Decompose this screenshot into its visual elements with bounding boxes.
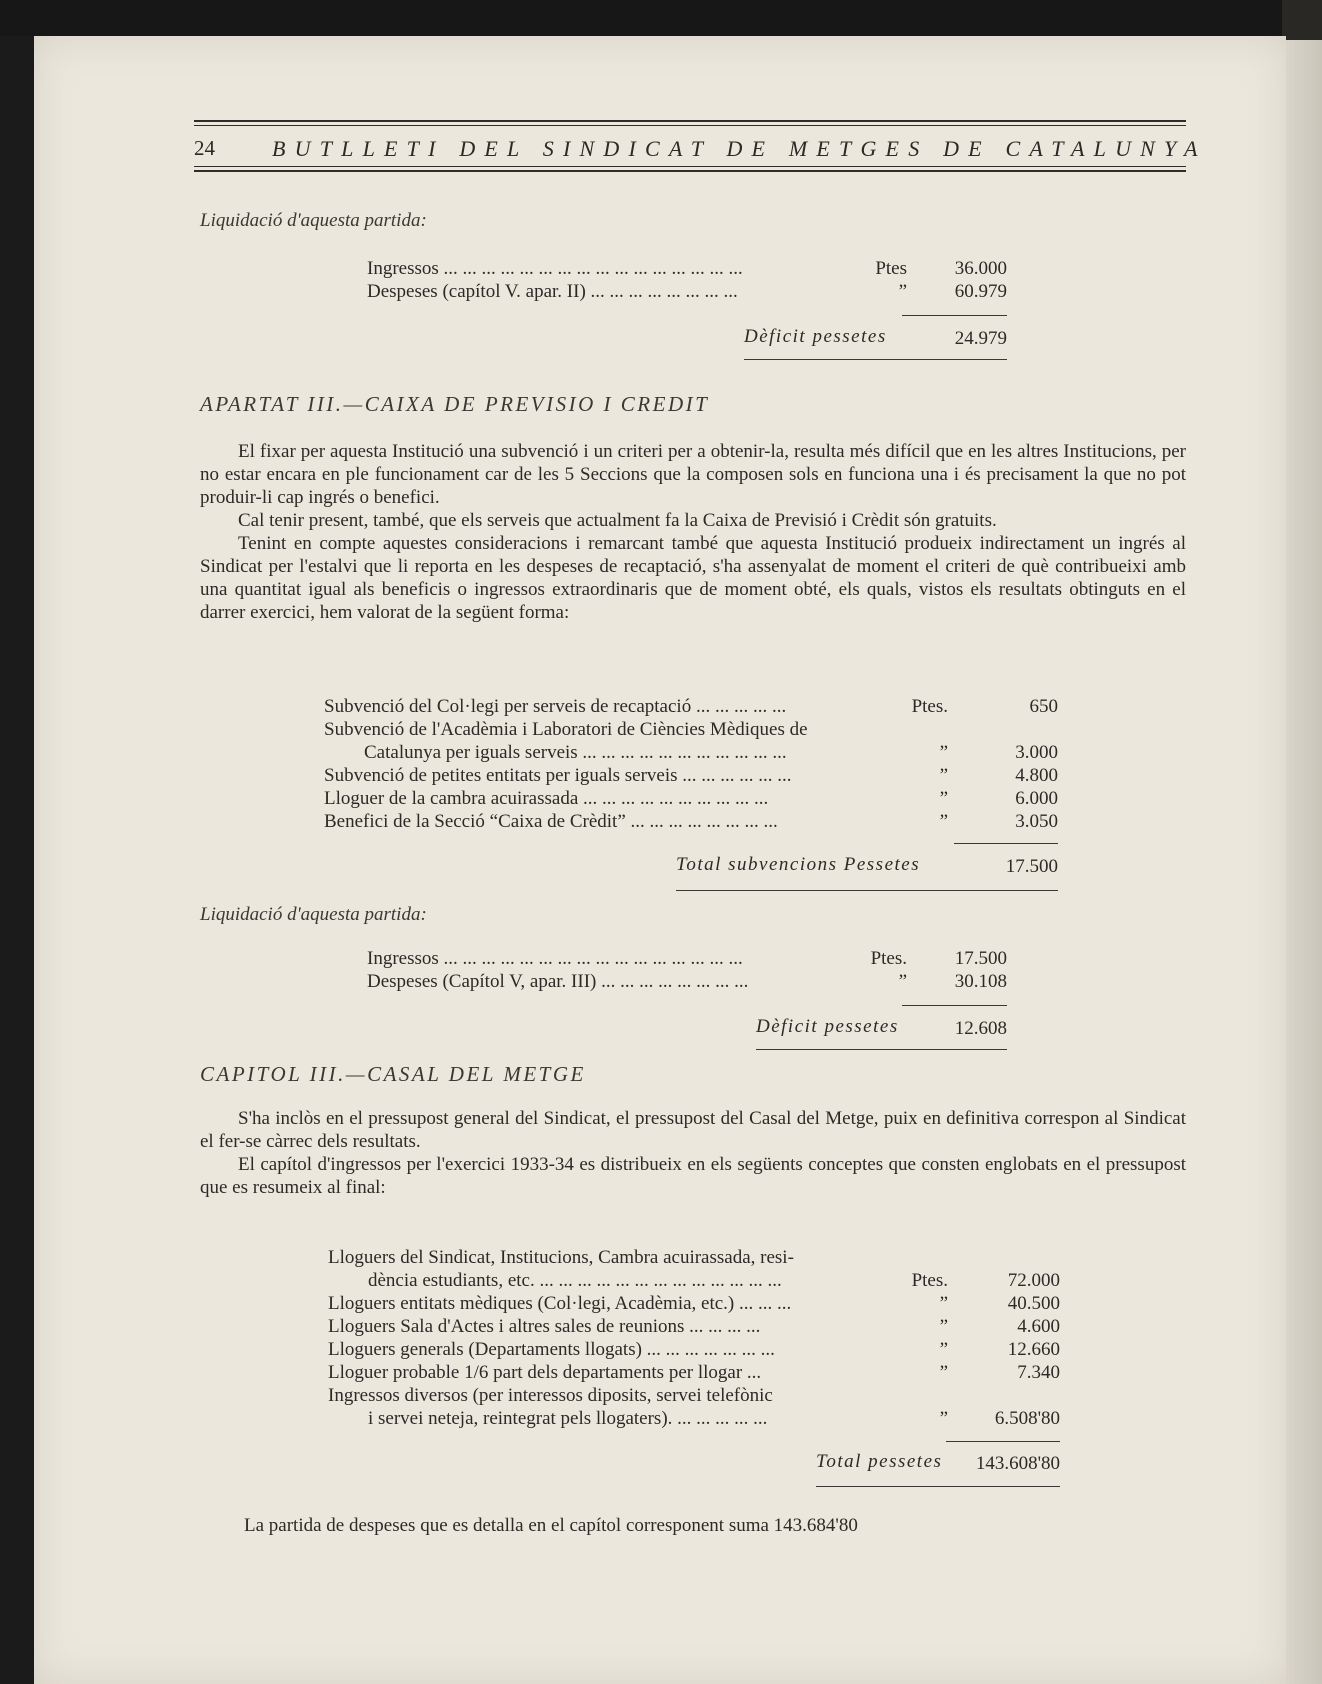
liq1-total-rule xyxy=(744,359,1007,360)
liquidation-heading-2: Liquidació d'aquesta partida: xyxy=(200,904,427,925)
row-label: Despeses (Capítol V, apar. III) ... ... ... ... ... ... ... ... xyxy=(367,971,749,992)
row-value: 3.050 xyxy=(1015,811,1058,832)
row-label: Lloguer de la cambra acuirassada ... ... ... ... ... ... ... ... ... ... xyxy=(324,788,769,809)
paragraph: El capítol d'ingressos per l'exercici 1933-34 es distribueix en els següents conceptes que consten englobats en el pressupost que es resumeix al final: xyxy=(200,1154,1186,1198)
row-unit: Ptes. xyxy=(911,1270,948,1291)
row-value: 60.979 xyxy=(954,281,1007,302)
paragraph: Tenint en compte aquestes consideracions i remarcant també que aquesta Institució produeix indirectament un ingrés al Sindicat per l'estalvi que li reporta en les despeses de recaptació, s'ha assenyalat de moment el criteri de què contribueixi amb una quantitat igual als beneficis o ingressos extraordinaris que de moment obté, els quals, vistos els resultats obtinguts en el darrer exercici, hem valorat de la següent forma: xyxy=(200,533,1186,623)
liq1-total-value: 24.979 xyxy=(954,328,1007,349)
paragraph: El fixar per aquesta Institució una subvenció i un criteri per a obtenir-la, resulta més difícil que en les altres Institucions, per no estar encara en ple funcionament car de les 5 Seccions que la composen sols en funciona una i és precisament la que no pot produir-li cap ingrés o benefici. xyxy=(200,441,1186,508)
row-value: 650 xyxy=(1029,696,1058,717)
adjacent-page-edge xyxy=(1285,40,1322,1684)
row-unit: ” xyxy=(898,281,907,302)
row-value: 12.660 xyxy=(1007,1339,1060,1360)
row-value: 72.000 xyxy=(1007,1270,1060,1291)
subvencions-total-value: 17.500 xyxy=(1005,856,1058,877)
paragraph: S'ha inclòs en el pressupost general del Sindicat, el pressupost del Casal del Metge, puix en definitiva correspon al Sindicat el fer-se càrrec dels resultats. xyxy=(200,1108,1186,1152)
row-value: 30.108 xyxy=(954,971,1007,992)
row-value: 40.500 xyxy=(1007,1293,1060,1314)
liquidation-heading-1: Liquidació d'aquesta partida: xyxy=(200,210,427,231)
row-label: dència estudiants, etc. ... ... ... ... ... ... ... ... ... ... ... ... ... xyxy=(368,1270,782,1291)
liq2-total-rule xyxy=(756,1049,1007,1050)
capitol3-sum-rule xyxy=(946,1441,1060,1442)
row-label: i servei neteja, reintegrat pels llogaters). ... ... ... ... ... xyxy=(368,1408,768,1429)
capitol3-total-label: Total pessetes xyxy=(816,1451,943,1472)
subvencions-total-label: Total subvencions Pessetes xyxy=(676,854,921,875)
row-value: 4.800 xyxy=(1015,765,1058,786)
row-label: Lloguers generals (Departaments llogats) ... ... ... ... ... ... ... xyxy=(328,1339,775,1360)
section-heading-apartat-iii: APARTAT III.—CAIXA DE PREVISIO I CREDIT xyxy=(200,392,710,416)
closing-sentence: La partida de despeses que es detalla en el capítol corresponent suma 143.684'80 xyxy=(244,1515,858,1536)
row-label: Ingressos ... ... ... ... ... ... ... ... ... ... ... ... ... ... ... ... xyxy=(367,948,743,969)
liq2-sum-rule xyxy=(902,1005,1007,1006)
paragraph: Cal tenir present, també, que els serveis que actualment fa la Caixa de Previsió i Crèdit són gratuits. xyxy=(238,510,997,531)
row-value: 7.340 xyxy=(1017,1362,1060,1383)
row-value: 6.000 xyxy=(1015,788,1058,809)
header-rule-bottom xyxy=(194,166,1186,167)
liq1-total-label: Dèficit pessetes xyxy=(744,326,887,347)
header-rule-bottom-2 xyxy=(194,170,1186,172)
apartat3-body xyxy=(200,440,1186,624)
row-unit: ” xyxy=(939,1408,948,1429)
liq2-total-value: 12.608 xyxy=(954,1018,1007,1039)
row-unit: ” xyxy=(939,788,948,809)
subvencions-sum-rule xyxy=(954,843,1058,844)
row-unit: Ptes xyxy=(875,258,907,279)
journal-title: BUTLLETI DEL SINDICAT DE METGES DE CATALUNYA xyxy=(272,136,1207,161)
capitol3-total-value: 143.608'80 xyxy=(975,1453,1060,1474)
subvencions-total-rule xyxy=(676,890,1058,891)
liq1-sum-rule xyxy=(902,315,1007,316)
row-value: 4.600 xyxy=(1017,1316,1060,1337)
row-label: Ingressos ... ... ... ... ... ... ... ... ... ... ... ... ... ... ... ... xyxy=(367,258,743,279)
row-value: 3.000 xyxy=(1015,742,1058,763)
row-label: Subvenció del Col·legi per serveis de recaptació ... ... ... ... ... xyxy=(324,696,787,717)
running-header xyxy=(194,136,1207,166)
section-heading-capitol-iii: CAPITOL III.—CASAL DEL METGE xyxy=(200,1062,586,1086)
row-label: Lloguers del Sindicat, Institucions, Cambra acuirassada, resi- xyxy=(328,1247,794,1268)
row-unit: ” xyxy=(939,1316,948,1337)
row-label: Despeses (capítol V. apar. II) ... ... ... ... ... ... ... ... xyxy=(367,281,738,302)
header-rule-top xyxy=(194,120,1186,122)
row-label: Lloguer probable 1/6 part dels departaments per llogar ... xyxy=(328,1362,762,1383)
row-value: 6.508'80 xyxy=(994,1408,1060,1429)
row-unit: ” xyxy=(898,971,907,992)
capitol3-body xyxy=(200,1107,1186,1199)
row-label: Ingressos diversos (per interessos diposits, servei telefònic xyxy=(328,1385,773,1406)
document-page xyxy=(34,36,1286,1684)
row-unit: Ptes. xyxy=(911,696,948,717)
row-unit: ” xyxy=(939,742,948,763)
row-label: Subvenció de petites entitats per iguals serveis ... ... ... ... ... ... xyxy=(324,765,792,786)
row-label: Catalunya per iguals serveis ... ... ... ... ... ... ... ... ... ... ... xyxy=(364,742,787,763)
page-number: 24 xyxy=(194,136,215,160)
row-label: Lloguers entitats mèdiques (Col·legi, Acadèmia, etc.) ... ... ... xyxy=(328,1293,792,1314)
row-unit: ” xyxy=(939,1339,948,1360)
row-unit: ” xyxy=(939,811,948,832)
liq2-total-label: Dèficit pessetes xyxy=(756,1016,899,1037)
row-value: 36.000 xyxy=(954,258,1007,279)
row-value: 17.500 xyxy=(954,948,1007,969)
header-rule-top-2 xyxy=(194,125,1186,126)
row-label: Subvenció de l'Acadèmia i Laboratori de Ciències Mèdiques de xyxy=(324,719,808,740)
row-label: Benefici de la Secció “Caixa de Crèdit” ... ... ... ... ... ... ... ... xyxy=(324,811,778,832)
capitol3-total-rule xyxy=(816,1486,1060,1487)
row-unit: Ptes. xyxy=(870,948,907,969)
row-unit: ” xyxy=(939,1362,948,1383)
row-label: Lloguers Sala d'Actes i altres sales de reunions ... ... ... ... xyxy=(328,1316,761,1337)
row-unit: ” xyxy=(939,1293,948,1314)
row-unit: ” xyxy=(939,765,948,786)
scan-border-top xyxy=(0,0,1322,36)
